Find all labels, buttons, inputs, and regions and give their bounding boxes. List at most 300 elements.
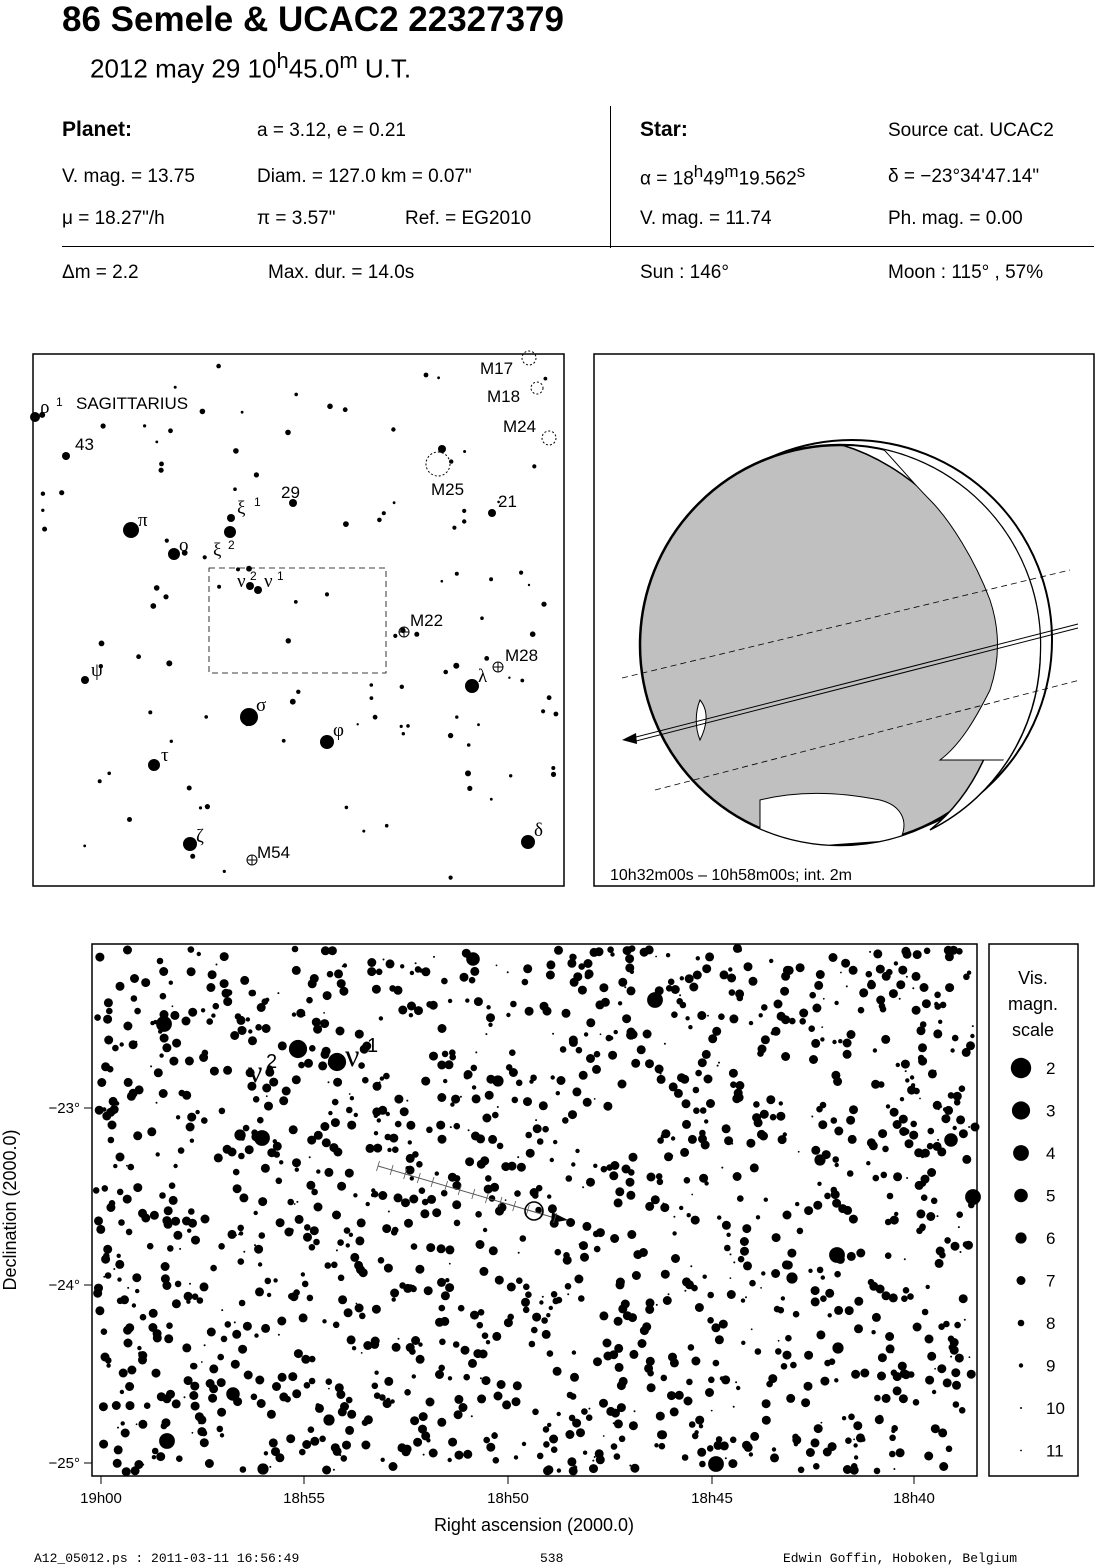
field-star <box>761 1004 768 1011</box>
finder-star <box>154 585 160 591</box>
field-star <box>562 1009 571 1018</box>
field-star <box>127 1366 136 1375</box>
field-star <box>661 1134 665 1138</box>
field-star <box>314 1131 323 1140</box>
field-star <box>806 1448 815 1457</box>
field-star <box>197 1427 206 1436</box>
field-star <box>770 1453 779 1462</box>
field-star <box>838 1039 842 1043</box>
m17-symbol <box>522 351 536 365</box>
field-star <box>629 945 636 952</box>
bright-star <box>336 1027 345 1036</box>
field-star <box>144 1402 151 1409</box>
field-star <box>688 1344 695 1351</box>
field-star <box>243 1251 245 1253</box>
field-star <box>377 1118 381 1122</box>
field-star <box>935 1143 937 1145</box>
field-star <box>916 1209 925 1218</box>
field-star <box>437 1244 446 1253</box>
field-star <box>525 1291 532 1298</box>
legend-label: 7 <box>1046 1271 1056 1291</box>
field-star <box>350 1253 359 1262</box>
field-star <box>218 1243 225 1250</box>
field-star <box>374 1114 378 1118</box>
field-star <box>201 1008 205 1012</box>
field-star <box>124 1339 133 1348</box>
field-star <box>173 1164 177 1168</box>
field-star <box>671 1254 680 1263</box>
field-star <box>513 1381 522 1390</box>
field-star <box>793 1311 800 1318</box>
field-star <box>647 1383 656 1392</box>
field-star <box>638 1339 647 1348</box>
field-star <box>899 1394 908 1403</box>
field-star <box>959 1085 966 1092</box>
finder-star <box>246 582 254 590</box>
field-star <box>445 1278 449 1282</box>
field-star <box>695 1303 704 1312</box>
field-star <box>676 998 683 1005</box>
finder-star <box>81 676 89 684</box>
field-star <box>913 1323 922 1332</box>
finder-star <box>241 411 244 414</box>
field-star <box>147 1243 154 1250</box>
field-star <box>737 995 744 1002</box>
finder-star <box>62 452 70 460</box>
field-star <box>928 1069 937 1078</box>
field-star <box>951 1242 960 1251</box>
field-star <box>685 1016 689 1020</box>
field-star <box>557 1468 561 1472</box>
field-star <box>543 1441 550 1448</box>
planet-motion: μ = 18.27"/h <box>62 208 165 229</box>
field-star <box>169 981 173 985</box>
field-star <box>697 1448 706 1457</box>
field-star <box>469 977 476 984</box>
field-star <box>232 1330 241 1339</box>
field-star <box>455 1451 464 1460</box>
finder-star <box>462 519 466 523</box>
field-star <box>257 1399 266 1408</box>
field-star <box>354 1113 358 1117</box>
field-star <box>460 973 469 982</box>
tau-label: τ <box>161 745 169 766</box>
field-star <box>437 1418 446 1427</box>
finder-star <box>551 772 556 777</box>
field-star <box>575 1149 579 1153</box>
field-star <box>781 1363 788 1370</box>
field-star <box>159 1455 163 1459</box>
field-star <box>292 1012 296 1016</box>
field-star <box>894 961 898 965</box>
field-star <box>113 1268 115 1270</box>
finder-star <box>168 428 173 433</box>
field-star <box>230 1031 239 1040</box>
field-star <box>208 1329 212 1333</box>
field-star <box>188 1208 195 1215</box>
field-star <box>269 1078 278 1087</box>
field-star <box>477 1322 484 1329</box>
field-star <box>162 1418 171 1427</box>
field-star <box>507 1283 516 1292</box>
field-star <box>276 1178 283 1185</box>
field-star <box>331 1262 338 1269</box>
field-star <box>753 1101 760 1108</box>
field-star <box>234 1321 236 1323</box>
legend-title: scale <box>1011 1020 1055 1040</box>
bright-star <box>466 952 480 966</box>
legend-label: 2 <box>1046 1059 1056 1078</box>
field-star <box>689 983 698 992</box>
field-star <box>214 1153 223 1162</box>
finder-star <box>452 526 456 530</box>
field-star <box>551 1075 555 1079</box>
field-star <box>105 1272 112 1279</box>
field-star <box>586 1018 595 1027</box>
omicron-label: ο <box>179 535 189 556</box>
finder-star <box>174 386 177 389</box>
field-star <box>438 1024 447 1033</box>
field-star <box>599 1311 608 1320</box>
field-star <box>361 1352 363 1354</box>
field-star <box>454 1123 461 1130</box>
field-star <box>668 979 675 986</box>
field-star <box>389 1462 398 1471</box>
field-star <box>488 1023 492 1027</box>
field-star <box>543 1426 550 1433</box>
finder-star <box>199 806 202 809</box>
field-star <box>735 1081 744 1090</box>
field-star <box>302 1281 309 1288</box>
field-star <box>835 1163 839 1167</box>
field-star <box>580 1253 589 1262</box>
field-star <box>415 966 422 973</box>
field-star <box>645 945 654 954</box>
field-star <box>798 1467 805 1474</box>
field-star <box>873 949 882 958</box>
field-star <box>413 1285 415 1287</box>
field-star <box>707 1317 714 1324</box>
constellation-label: SAGITTARIUS <box>76 394 189 413</box>
field-star <box>821 1026 823 1028</box>
field-star <box>699 1174 708 1183</box>
field-star <box>237 1225 244 1232</box>
field-star <box>845 1437 852 1444</box>
field-star <box>128 1164 135 1171</box>
field-star <box>770 1114 777 1121</box>
finder-star <box>484 656 489 661</box>
field-star <box>583 1098 592 1107</box>
field-star <box>656 1304 658 1306</box>
field-star <box>335 1383 344 1392</box>
field-star <box>336 1249 338 1251</box>
field-star <box>102 1185 109 1192</box>
field-star <box>223 1066 232 1075</box>
field-star <box>568 1110 577 1119</box>
field-star <box>664 1043 666 1045</box>
field-star <box>933 1101 942 1110</box>
finder-star <box>183 837 197 851</box>
field-star <box>925 1335 934 1344</box>
finder-star <box>370 683 374 687</box>
field-star <box>331 1118 340 1127</box>
field-star <box>906 1177 908 1179</box>
field-star <box>392 1297 396 1301</box>
field-star <box>535 1119 537 1121</box>
finder-star <box>107 772 111 776</box>
field-star <box>237 1016 246 1025</box>
field-star <box>877 1415 884 1422</box>
field-star <box>123 1195 132 1204</box>
field-star <box>134 1008 141 1015</box>
field-star <box>647 1173 656 1182</box>
field-star <box>804 1351 813 1360</box>
field-star <box>851 1370 860 1379</box>
field-star <box>799 1009 808 1018</box>
field-star <box>688 1025 692 1029</box>
finder-star <box>216 364 221 369</box>
field-star <box>889 1293 898 1302</box>
bright-star <box>971 1123 980 1132</box>
field-star <box>314 1203 323 1212</box>
field-star <box>893 1386 902 1395</box>
field-star <box>787 1249 796 1258</box>
field-star <box>296 1009 305 1018</box>
finder-star <box>532 464 536 468</box>
field-star <box>254 1211 258 1215</box>
field-star <box>688 1135 697 1144</box>
field-star <box>740 1247 749 1256</box>
field-star <box>751 1328 753 1330</box>
field-star <box>880 1006 887 1013</box>
field-star <box>419 1187 426 1194</box>
field-star <box>890 1216 899 1225</box>
field-star <box>135 1289 139 1293</box>
field-star <box>719 1320 728 1329</box>
field-star <box>471 1132 480 1141</box>
field-star <box>542 1296 544 1298</box>
field-star <box>135 1085 144 1094</box>
field-star <box>963 1241 970 1248</box>
field-star <box>834 1378 838 1382</box>
field-star <box>569 1466 578 1475</box>
field-star <box>927 1168 936 1177</box>
field-star <box>968 1126 970 1128</box>
field-star <box>525 1007 534 1016</box>
field-star <box>309 1378 316 1385</box>
field-star <box>277 1317 286 1326</box>
field-star <box>376 987 380 991</box>
field-star <box>829 1358 836 1365</box>
field-star <box>324 1168 333 1177</box>
field-star <box>319 1436 326 1443</box>
field-star <box>485 1175 492 1182</box>
field-star <box>813 1201 822 1210</box>
star-29-label: 29 <box>281 483 300 502</box>
field-star <box>238 1234 240 1236</box>
asteroid-track <box>377 1161 569 1223</box>
bright-star <box>101 1353 110 1362</box>
field-star <box>299 1449 306 1456</box>
field-star <box>376 969 383 976</box>
legend-marker <box>1018 1320 1025 1327</box>
field-star <box>292 1075 301 1084</box>
field-star <box>542 1330 551 1339</box>
earth-globe <box>622 420 1080 850</box>
track-arrow <box>551 1212 568 1223</box>
field-star <box>671 1136 675 1140</box>
field-star <box>761 1271 765 1275</box>
field-star <box>913 950 922 959</box>
field-star <box>468 1129 470 1131</box>
field-star <box>898 1362 907 1371</box>
field-star <box>742 1224 751 1233</box>
field-star <box>609 1171 618 1180</box>
field-star <box>700 1107 707 1114</box>
finder-star <box>377 518 382 523</box>
nu1-sup: 1 <box>277 569 284 583</box>
m28-label: M28 <box>505 646 539 665</box>
field-star <box>332 1099 339 1106</box>
field-star <box>643 1030 652 1039</box>
field-star <box>771 1031 775 1035</box>
field-star <box>918 1057 927 1066</box>
field-star <box>333 1078 342 1087</box>
star-43-label: 43 <box>75 435 94 454</box>
m17-label: M17 <box>480 359 514 378</box>
field-star <box>783 1211 792 1220</box>
field-star <box>320 1122 329 1131</box>
field-star <box>122 1467 131 1476</box>
field-star <box>616 1278 625 1287</box>
field-star <box>449 1263 451 1265</box>
field-star <box>882 1394 891 1403</box>
field-star <box>745 1296 747 1298</box>
field-star <box>209 1364 218 1373</box>
phi-label: φ <box>333 720 344 741</box>
field-star <box>682 1120 691 1129</box>
field-star <box>509 1068 518 1077</box>
field-star <box>625 963 634 972</box>
field-star <box>546 1313 550 1317</box>
field-star <box>901 947 910 956</box>
field-star <box>328 1081 330 1083</box>
field-star <box>668 1353 677 1362</box>
field-star <box>878 1129 887 1138</box>
field-star <box>357 1218 366 1227</box>
field-star <box>781 1296 785 1300</box>
field-star <box>94 1216 103 1225</box>
field-star <box>626 1178 635 1187</box>
field-star <box>433 956 435 958</box>
field-star <box>217 1408 226 1417</box>
field-star <box>905 1139 914 1148</box>
field-star <box>623 1311 632 1320</box>
field-star <box>893 1120 902 1129</box>
field-star <box>783 966 792 975</box>
field-star <box>946 1446 953 1453</box>
field-star <box>412 1374 416 1378</box>
field-star <box>939 1252 946 1259</box>
field-star <box>258 1197 267 1206</box>
field-star <box>208 970 217 979</box>
field-star <box>420 1209 429 1218</box>
field-star <box>749 1021 753 1025</box>
field-star <box>860 1369 869 1378</box>
field-star <box>338 1295 347 1304</box>
field-star <box>828 1313 832 1317</box>
field-star <box>379 1394 386 1401</box>
finder-star <box>520 679 524 683</box>
finder-star <box>233 448 239 454</box>
finder-chart-frame <box>33 354 564 886</box>
field-star <box>952 1035 959 1042</box>
legend-label: 9 <box>1046 1356 1056 1376</box>
field-star <box>832 1199 841 1208</box>
field-star <box>120 1390 124 1394</box>
field-star <box>543 1007 552 1016</box>
field-star <box>565 1430 574 1439</box>
field-star <box>811 1438 820 1447</box>
field-star <box>849 1105 858 1114</box>
field-star <box>684 1397 693 1406</box>
field-star <box>882 972 891 981</box>
field-star <box>279 1096 288 1105</box>
field-star <box>347 1121 356 1130</box>
field-star <box>121 1421 125 1425</box>
field-star <box>159 967 168 976</box>
field-star <box>695 1070 702 1077</box>
field-star <box>905 1070 907 1072</box>
field-star <box>849 1215 858 1224</box>
field-star <box>804 1382 813 1391</box>
field-star <box>138 1420 147 1429</box>
field-star <box>117 1427 119 1429</box>
field-star <box>157 1392 166 1401</box>
field-star <box>298 1062 305 1069</box>
field-star <box>831 1190 840 1199</box>
field-star <box>262 1084 271 1093</box>
chart-nu2-label: ν <box>248 1053 263 1089</box>
field-star <box>204 1344 206 1346</box>
field-star <box>691 1216 700 1225</box>
field-star <box>640 1326 649 1335</box>
field-star <box>896 1448 905 1457</box>
field-star <box>477 1394 486 1403</box>
field-star <box>914 1148 923 1157</box>
field-star <box>117 1189 124 1196</box>
field-star <box>516 1080 523 1087</box>
field-star <box>907 1293 914 1300</box>
field-star <box>885 1332 894 1341</box>
field-star <box>185 1057 194 1066</box>
field-star <box>816 1330 825 1339</box>
finder-star <box>508 677 510 679</box>
field-star <box>117 1298 124 1305</box>
star-vmag: V. mag. = 11.74 <box>640 208 772 229</box>
field-star <box>220 979 229 988</box>
field-star <box>633 1250 642 1259</box>
field-star <box>755 1348 762 1355</box>
field-star <box>714 1441 723 1450</box>
field-star <box>924 1452 933 1461</box>
field-star <box>352 1346 356 1350</box>
field-star <box>400 1107 409 1116</box>
field-star <box>766 1381 773 1388</box>
field-star <box>699 1461 706 1468</box>
field-star <box>566 1218 575 1227</box>
field-star <box>523 964 532 973</box>
